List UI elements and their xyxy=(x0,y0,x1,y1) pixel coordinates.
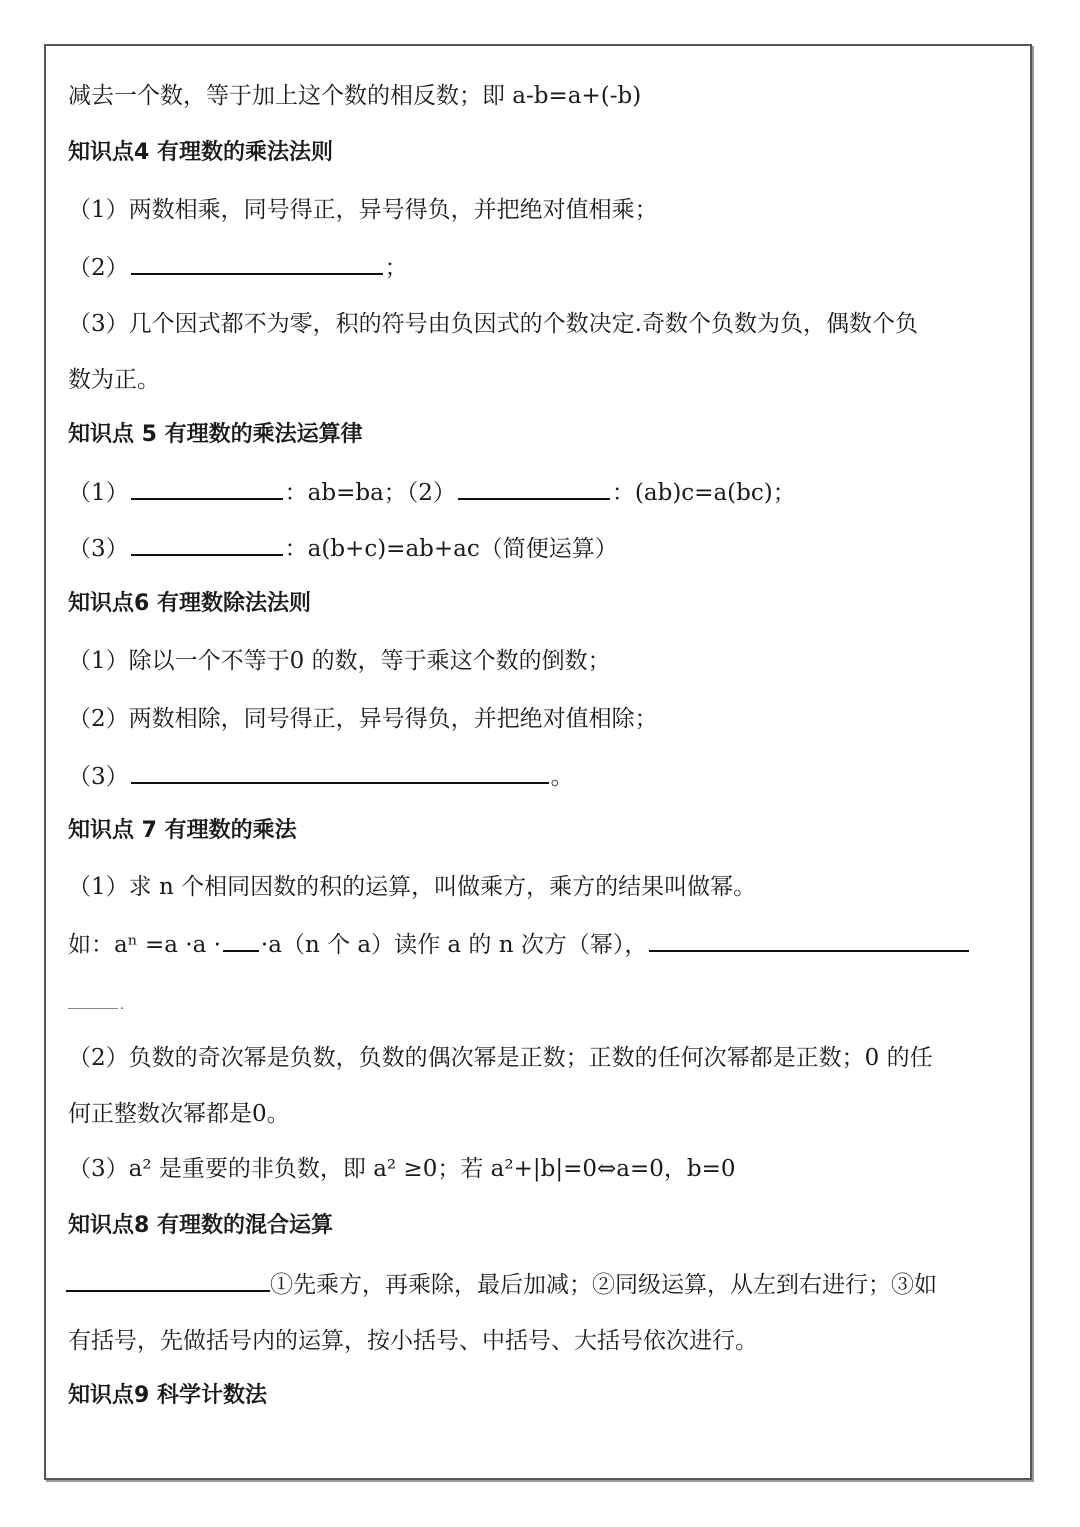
section-heading-4: 知识点4 有理数的乘法法则 xyxy=(68,140,333,165)
text-line: 减去一个数，等于加上这个数的相反数；即 a-b=a+(-b) xyxy=(68,83,642,109)
text-fragment: . xyxy=(120,998,124,1012)
answer-blank[interactable] xyxy=(68,986,118,1009)
text-fragment: （1） xyxy=(68,480,129,506)
text-fragment: ； xyxy=(384,255,408,281)
text-fragment: ①先乘方，再乘除，最后加减；②同级运算，从左到右进行；③如 xyxy=(270,1272,937,1298)
text-fragment: （3） xyxy=(68,764,129,790)
text-fragment: （3） xyxy=(68,536,129,562)
text-line: （2）负数的奇次幂是负数，负数的偶次幂是正数；正数的任何次幂都是正数；0 的任 xyxy=(68,1045,933,1071)
section-heading-6: 知识点6 有理数除法法则 xyxy=(68,591,311,616)
fill-line xyxy=(68,251,408,284)
fill-line xyxy=(68,760,574,793)
text-fragment: ·a（n 个 a）读作 a 的 n 次方（幂）， xyxy=(260,932,648,958)
text-line: （3）a² 是重要的非负数，即 a² ≥0；若 a²+|b|=0⇔a=0，b=0 xyxy=(68,1156,736,1182)
text-line: （1）两数相乘，同号得正，异号得负，并把绝对值相乘； xyxy=(68,197,658,223)
text-line: （1）求 n 个相同因数的积的运算，叫做乘方，乘方的结果叫做幂。 xyxy=(68,874,757,900)
text-line: （1）除以一个不等于0 的数，等于乘这个数的倒数； xyxy=(68,648,611,674)
fill-line xyxy=(68,532,618,565)
answer-blank[interactable] xyxy=(131,532,283,556)
text-fragment: ：a(b+c)=ab+ac（简便运算） xyxy=(284,536,618,562)
answer-blank[interactable] xyxy=(131,251,383,275)
section-heading-5: 知识点 5 有理数的乘法运算律 xyxy=(68,422,363,447)
text-fragment: 。 xyxy=(550,764,574,790)
answer-blank[interactable] xyxy=(223,928,259,952)
answer-blank[interactable] xyxy=(458,476,610,500)
answer-blank[interactable] xyxy=(131,476,283,500)
fill-line xyxy=(68,928,971,961)
fill-line xyxy=(66,1268,937,1301)
fill-line xyxy=(68,476,796,509)
text-line: （2）两数相除，同号得正，异号得负，并把绝对值相除； xyxy=(68,706,658,732)
answer-blank[interactable] xyxy=(66,1268,270,1292)
text-fragment: ：(ab)c=a(bc)； xyxy=(611,480,796,506)
text-line: 何正整数次幂都是0。 xyxy=(68,1101,290,1127)
section-heading-7: 知识点 7 有理数的乘法 xyxy=(68,818,297,843)
text-fragment: （2） xyxy=(68,255,129,281)
text-line: （3）几个因式都不为零，积的符号由负因式的个数决定.奇数个负数为负，偶数个负 xyxy=(68,311,918,337)
answer-blank[interactable] xyxy=(131,760,549,784)
text-fragment: 如：aⁿ =a ·a · xyxy=(68,932,221,958)
section-heading-8: 知识点8 有理数的混合运算 xyxy=(68,1213,333,1238)
section-heading-9: 知识点9 科学计数法 xyxy=(68,1383,267,1408)
text-fragment: ：ab=ba；（2） xyxy=(284,480,456,506)
text-line: 有括号，先做括号内的运算，按小括号、中括号、大括号依次进行。 xyxy=(68,1328,758,1354)
text-line: 数为正。 xyxy=(68,367,160,393)
answer-blank[interactable] xyxy=(649,928,969,952)
fill-line xyxy=(66,986,124,1021)
